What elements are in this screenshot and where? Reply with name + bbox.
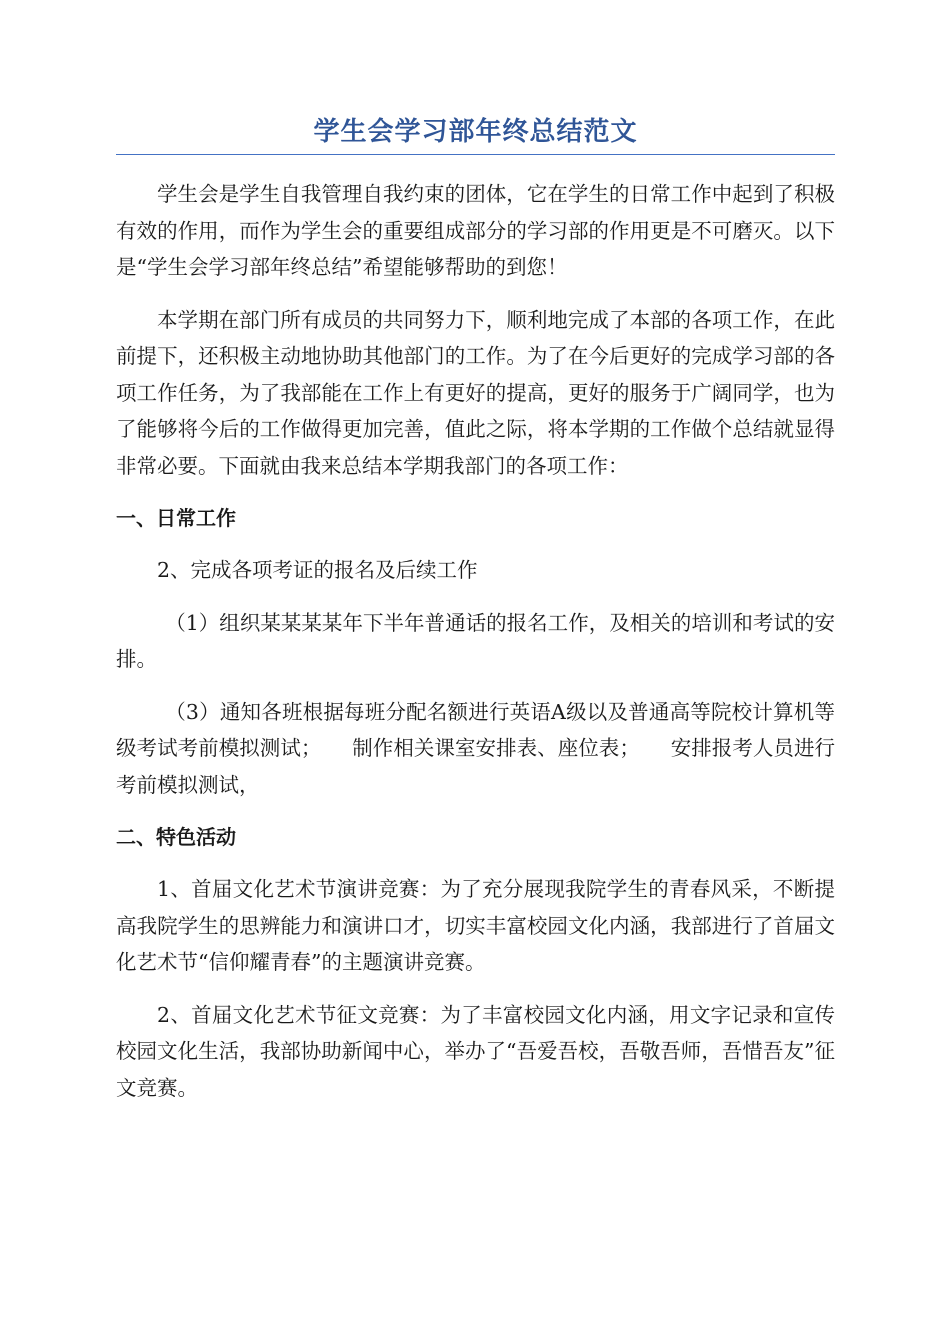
section-heading-special-activities: 二、特色活动 <box>116 825 236 849</box>
overview-paragraph: 本学期在部门所有成员的共同努力下，顺利地完成了本部的各项工作，在此前提下，还积极主动地协助其他部门的工作。为了在今后更好的完成学习部的各项工作任务，为了我部能在工作上有更好的提高，更好的服务于广阔同学，也为了能够将今后的工作做得更加完善，值此之际，将本学期的工作做个总结就显得非常必要。下面就由我来总结本学期我部门的各项工作： <box>116 307 835 478</box>
activity-item-2: 2、首届文化艺术节征文竞赛：为了丰富校园文化内涵，用文字记录和宣传校园文化生活，我部协助新闻中心，举办了“吾爱吾校，吾敬吾师，吾惜吾友”征文竞赛。 <box>116 1002 835 1100</box>
activity-item-1: 1、首届文化艺术节演讲竞赛：为了充分展现我院学生的青春风采，不断提高我院学生的思辨能力和演讲口才，切实丰富校园文化内涵，我部进行了首届文化艺术节“信仰耀青春”的主题演讲竞赛。 <box>116 877 835 974</box>
document-page <box>116 112 835 1106</box>
daily-subitem-1: （1）组织某某某某年下半年普通话的报名工作，及相关的培训和考试的安排。 <box>116 610 835 671</box>
daily-item-2: 2、完成各项考证的报名及后续工作 <box>157 558 478 582</box>
title-underline <box>116 154 835 155</box>
daily-subitem-3: （3）通知各班根据每班分配名额进行英语A级以及普通高等院校计算机等级考试考前模拟测试； 制作相关课室安排表、座位表； 安排报考人员进行考前模拟测试， <box>116 699 835 797</box>
document-title: 学生会学习部年终总结范文 <box>313 117 638 147</box>
intro-paragraph: 学生会是学生自我管理自我约束的团体，它在学生的日常工作中起到了积极有效的作用，而作为学生会的重要组成部分的学习部的作用更是不可磨灭。以下是“学生会学习部年终总结”希望能够帮助的到您！ <box>116 182 835 279</box>
section-heading-daily-work: 一、日常工作 <box>116 506 236 530</box>
